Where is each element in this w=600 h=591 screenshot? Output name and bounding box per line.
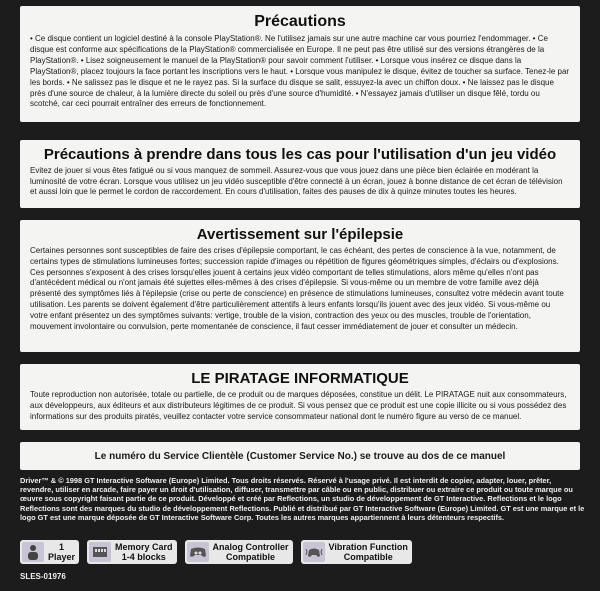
badge-analog-controller (185, 540, 293, 564)
piracy-panel (20, 364, 580, 430)
usage-text: Evitez de jouer si vous êtes fatigué ou si vous manquez de sommeil. Assurez-vous que vous jouez dans une pièce bien éclairée en modérant la luminosité de votre écran. Lorsque vous utilisez un jeu vidéo susceptible d'être connecté à un écran, jouez à bonne distance de cet écran de télévision et aussi loin que le permet le cordon de raccordement. En cours d'utilisation, faites des pauses de dix à quinze minutes toutes les heures. (30, 166, 563, 197)
precautions-panel (20, 6, 580, 122)
memory-card-icon (89, 542, 111, 562)
customer-service-note: Le numéro du Service Clientèle (Customer Service No.) se trouve au dos de ce manuel (94, 450, 506, 462)
badge-vibration (301, 540, 412, 564)
badge-memory-card (87, 540, 177, 564)
usage-precautions-panel (20, 140, 580, 208)
piracy-title: LE PIRATAGE INFORMATIQUE (191, 370, 409, 387)
player-icon (22, 542, 44, 562)
badge-memory-line2: 1-4 blocks (121, 552, 166, 562)
badge-analog-line2: Compatible (226, 552, 276, 562)
badge-players (20, 540, 79, 564)
epilepsy-warning-panel (20, 220, 580, 352)
product-code: SLES-01976 (20, 572, 66, 581)
epilepsy-text: Certaines personnes sont susceptibles de faire des crises d'épilepsie comportant, le cas échéant, des pertes de conscience à la vue, notamment, de certains types de stimulations lumineuses fortes; succession rapide d'images ou répétition de figures géométriques simples, d'éclairs ou d'explosions. Ces personnes s'exposent à des crises lorsqu'elles jouent à certains jeux vidéo comportant de telles stimulations, alors même qu'elles n'ont pas d'antécédent médical ou n'ont jamais été sujettes elles-mêmes à des crises d'épilepsie. Si vous-même ou un membre de votre famille avez déjà présenté des symptômes liés à l'épilepsie (crise ou perte de conscience) en présence de stimulations lumineuses, consultez votre médecin avant toute utilisation. Les parents se doivent également d'être particulièrement attentifs à leurs enfants lorsqu'ils jouent avec des jeux vidéo. Si vous-même ou votre enfant présentez un des symptômes suivants: vertige, trouble de la vision, contraction des yeux ou des muscles, trouble de l'orientation, mouvement involontaire ou convulsion, perte momentanée de conscience, il faut cesser immédiatement de jouer et consulter un médecin. (30, 246, 564, 331)
badge-vibration-line2: Compatible (343, 552, 393, 562)
precautions-text: • Ce disque contient un logiciel destiné à la console PlayStation®. Ne l'utilisez jamais sur une autre machine car vous pourriez l'endommager. • Ce disque est conforme aux spécifications de la PlayStation® commercialisée en Europe. Il ne peut pas être utilisé sur des versions étrangères de la PlayStation®. • Lisez soigneusement le manuel de la PlayStation® pour savoir comment l'utiliser. • Lorsque vous insérez ce disque dans la PlayStation®, placez toujours la face portant les inscriptions vers le haut. • Lorsque vous manipulez le disque, évitez de toucher sa surface. Tenez-le par les bords. • Ne salissez pas le disque et ne le rayez pas. Si la surface du disque se salit, essuyez-la avec un chiffon doux. • Ne laissez pas le disque près d'une source de chaleur, à la lumière directe du soleil ou près d'une source d'humidité. • N'essayez jamais d'utiliser un disque fêlé, tordu ou scotché, car ceci pourrait entraîner des erreurs de fonctionnement. (30, 34, 570, 109)
usage-title: Précautions à prendre dans tous les cas pour l'utilisation d'un jeu vidéo (43, 146, 557, 163)
badge-analog-line1: Analog Controller (212, 542, 289, 552)
badge-players-line2: Player (48, 552, 76, 562)
piracy-text: Toute reproduction non autorisée, totale ou partielle, de ce produit ou de marques déposées, constitue un délit. Le PIRATAGE nuit aux consommateurs, aux développeurs, aux éditeurs et aux distributeurs légitimes de ce produit. Si vous pensez que ce produit est une copie illicite ou si vous possédez des informations sur des produits piratés, veuillez contacter votre service consommateur national dont le numéro figure au verso de ce manuel. (30, 390, 567, 421)
badge-players-line1: 1 (59, 542, 65, 552)
precautions-title: Précautions (254, 13, 346, 30)
customer-service-panel (20, 442, 580, 470)
badge-vibration-line1: Vibration Function (328, 542, 408, 552)
legal-notice: Driver™ & © 1998 GT Interactive Software (Europe) Limited. Tous droits réservés. Réservé à l'usage privé. Il est interdit de copier, adapter, louer, prêter, revendre, utiliser en arcade, faire payer un droit d'utilisation, diffuser, transmettre par câble ou en public, distribuer ou extraire ce produit ou toute marque ou œuvre sous copyright faisant partie de ce produit. Développé et créé par Reflections, un studio de développement de GT Interactive. Reflections et le logo Reflections sont des marques du studio de développement Reflections. Publié et distribué par GT Interactive Software (Europe) Limited. GT est une marque et le logo GT est une marque déposée de GT Interactive Software Corp. Toutes les autres marques appartiennent à leurs détenteurs respectifs. (20, 476, 585, 522)
analog-controller-icon (187, 542, 209, 562)
epilepsy-title: Avertissement sur l'épilepsie (196, 226, 404, 243)
feature-badges (20, 540, 412, 564)
vibration-icon (303, 542, 325, 562)
badge-memory-line1: Memory Card (115, 542, 173, 552)
